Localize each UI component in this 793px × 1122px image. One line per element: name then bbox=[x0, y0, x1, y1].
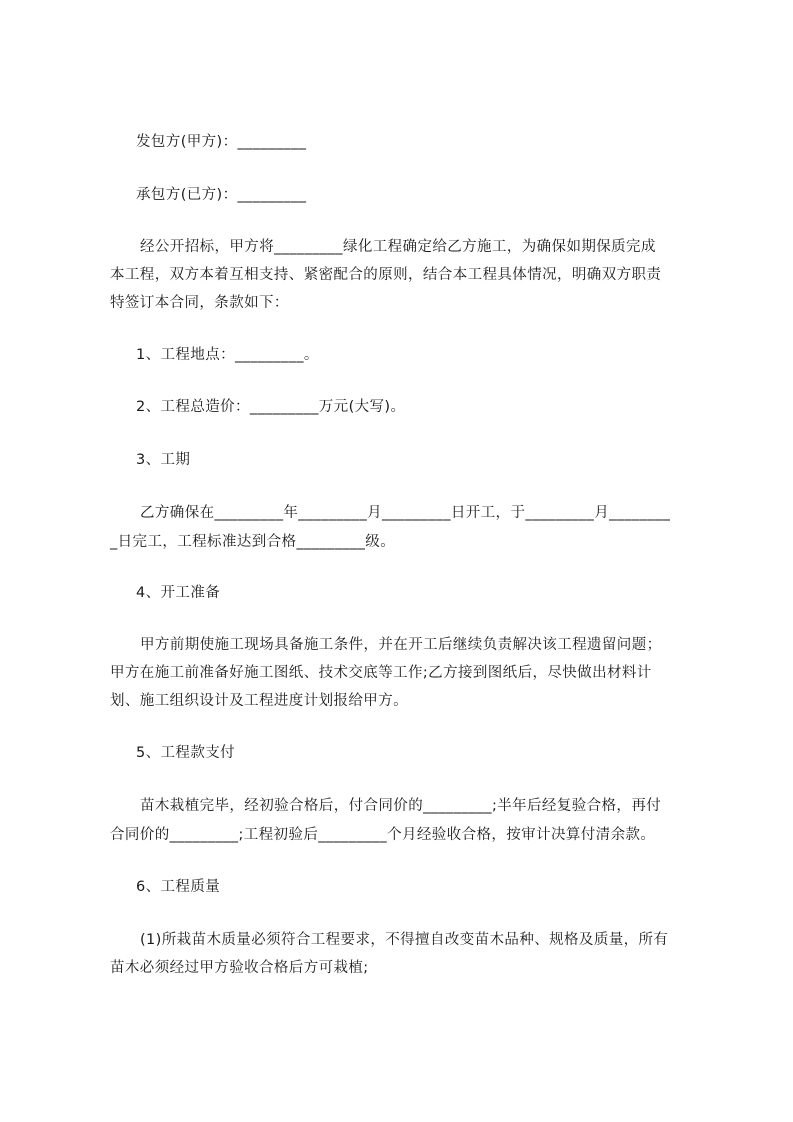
clause-2-total-cost: 2、工程总造价：_________万元(大写)。 bbox=[136, 399, 406, 415]
clause-6-body-line-2: 苗木必须经过甲方验收合格后方可栽植; bbox=[110, 960, 369, 976]
clause-4-body-line-1: 甲方前期使施工现场具备施工条件，并在开工后继续负责解决该工程遗留问题； bbox=[140, 637, 662, 653]
clause-5-title: 5、工程款支付 bbox=[136, 745, 236, 761]
clause-4-title: 4、开工准备 bbox=[136, 585, 221, 601]
clause-6-body-line-1: (1)所栽苗木质量必须符合工程要求，不得擅自改变苗木品种、规格及质量，所有 bbox=[140, 932, 669, 948]
clause-3-title: 3、工期 bbox=[136, 452, 191, 468]
party-b-line: 承包方(已方)：_________ bbox=[136, 187, 307, 203]
clause-3-body-line-2: _日完工，工程标准达到合格_________级。 bbox=[110, 534, 396, 550]
party-a-line: 发包方(甲方)：_________ bbox=[136, 134, 307, 150]
intro-line-2: 本工程，双方本着互相支持、紧密配合的原则，结合本工程具体情况，明确双方职责 bbox=[110, 267, 662, 283]
clause-4-body-line-2: 甲方在施工前准备好施工图纸、技术交底等工作;乙方接到图纸后，尽快做出材料计 bbox=[110, 665, 652, 681]
clause-5-body-line-1: 苗木栽植完毕，经初验合格后，付合同价的_________;半年后经复验合格，再付 bbox=[140, 798, 662, 814]
intro-line-3: 特签订本合同，条款如下： bbox=[110, 295, 289, 311]
intro-line-1: 经公开招标，甲方将_________绿化工程确定给乙方施工，为确保如期保质完成 bbox=[140, 239, 656, 255]
clause-4-body-line-3: 划、施工组织设计及工程进度计划报给甲方。 bbox=[110, 693, 408, 709]
clause-1-location: 1、工程地点：_________。 bbox=[136, 347, 319, 363]
clause-6-title: 6、工程质量 bbox=[136, 879, 221, 895]
clause-5-body-line-2: 合同价的_________;工程初验后_________个月经验收合格，按审计决算付清余款。 bbox=[110, 827, 656, 843]
clause-3-body-line-1: 乙方确保在_________年_________月_________日开工，于_________月________ bbox=[140, 505, 671, 521]
